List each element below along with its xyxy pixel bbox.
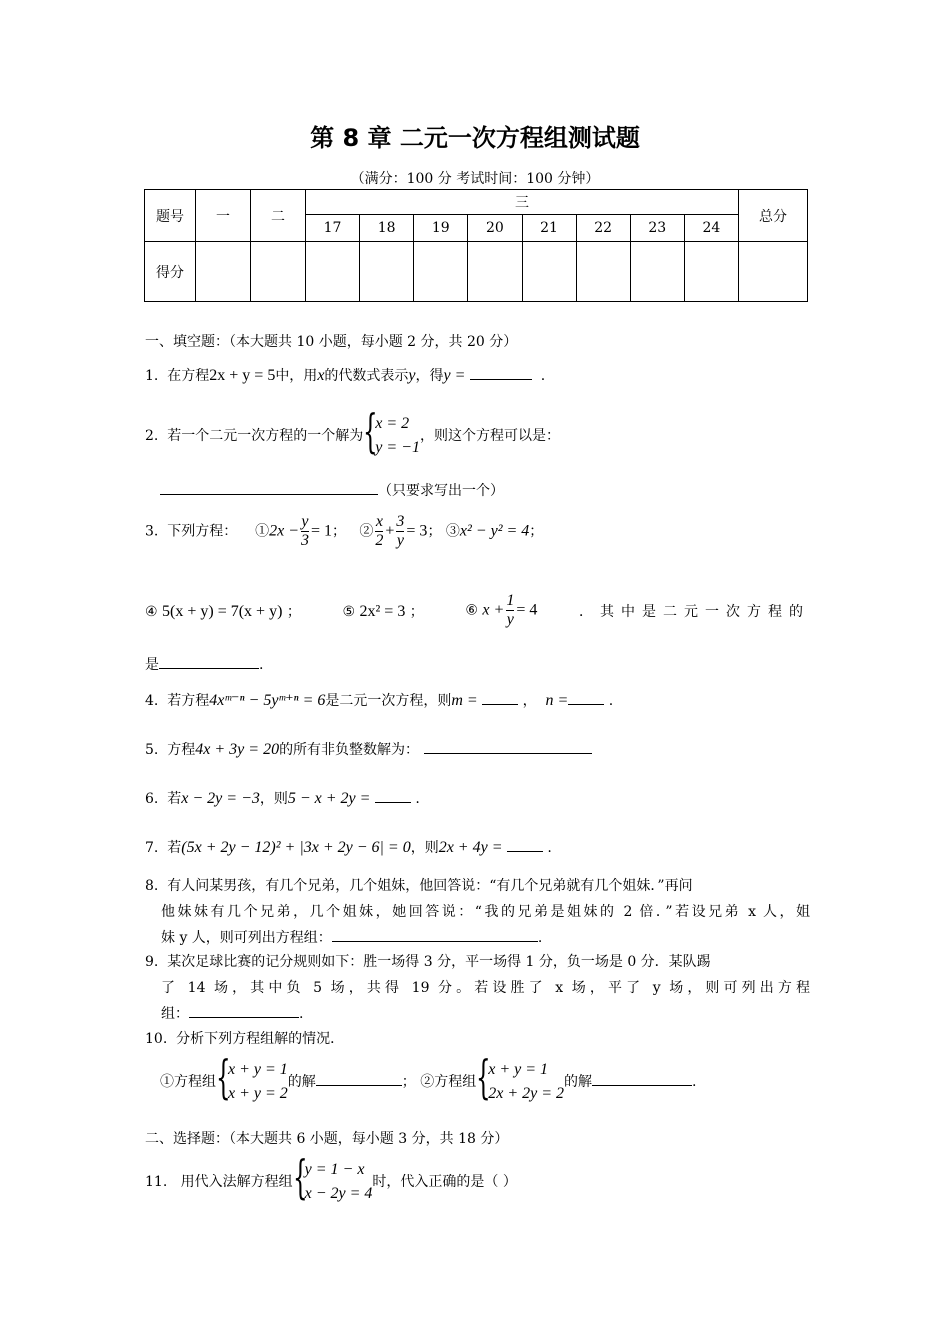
question-9: 9. 某次足球比赛的记分规则如下：胜一场得 3 分，平一场得 1 分，负一场是 0 分．某队踢 了 14 场，其中负 5 场，共得 19 分。若设胜了 x 场，平了 y 场，则可列出方程 组： . — [145, 954, 810, 1022]
answer-blank[interactable] — [592, 1085, 692, 1086]
header-q22: 22 — [576, 215, 630, 242]
question-3-answer: 是 . — [145, 657, 264, 673]
score-cell[interactable] — [306, 242, 360, 302]
score-table — [144, 189, 808, 302]
header-section-1: 一 — [196, 190, 251, 242]
header-q23: 23 — [630, 215, 684, 242]
header-q17: 17 — [306, 215, 360, 242]
fraction: $\frac{y}{3}$ — [300, 513, 309, 549]
header-q24: 24 — [684, 215, 738, 242]
score-cell[interactable] — [684, 242, 738, 302]
question-3: 3. 下列方程： ①2x − $\frac{y}{3}$ = 1； ② $\frac{x}{2}$ + $\frac{3}{y}$ = 3； ③x² − y² = 4； — [145, 513, 544, 549]
question-4: 4. 若方程4xᵐ⁻ⁿ − 5yᵐ⁺ⁿ = 6是二元一次方程，则m = ， n = . — [145, 692, 614, 709]
score-cell[interactable] — [739, 242, 808, 302]
answer-blank[interactable] — [189, 1017, 299, 1018]
header-q19: 19 — [414, 215, 468, 242]
score-cell[interactable] — [468, 242, 522, 302]
header-question-number: 题号 — [145, 190, 196, 242]
answer-blank[interactable] — [568, 704, 604, 705]
equation-system: { x + y = 1 x + y = 2 — [216, 1050, 288, 1104]
section-heading-fill-in: 一、填空题：（本大题共 10 小题，每小题 2 分，共 20 分） — [145, 334, 518, 350]
page-title: 第 8 章 二元一次方程组测试题 — [310, 124, 640, 152]
header-section-2: 二 — [251, 190, 306, 242]
equation-system: { x + y = 1 2x + 2y = 2 — [476, 1050, 565, 1104]
answer-blank[interactable] — [470, 379, 532, 380]
score-cell[interactable] — [360, 242, 414, 302]
header-q18: 18 — [360, 215, 414, 242]
header-section-3: 三 — [306, 190, 739, 215]
answer-blank[interactable] — [159, 668, 259, 669]
question-2-answer: （只要求写出一个） — [160, 480, 504, 500]
row-score-label: 得分 — [145, 242, 196, 302]
question-2: 2. 若一个二元一次方程的一个解为 { x = 2 y = −1 ，则这个方程可以是： — [145, 404, 560, 458]
answer-blank[interactable] — [160, 494, 378, 495]
section-heading-choice: 二、选择题：（本大题共 6 小题，每小题 3 分，共 18 分） — [145, 1131, 509, 1147]
header-q21: 21 — [522, 215, 576, 242]
question-10-parts: ①方程组 { x + y = 1 x + y = 2 的解 ； ②方程组 { x + y = 1 2x + 2y = 2 的解 . — [160, 1050, 697, 1104]
answer-blank[interactable] — [482, 704, 518, 705]
question-11: 11. 用代入法解方程组 { y = 1 − x x − 2y = 4 时，代入正确的是（ ） — [145, 1150, 517, 1204]
question-3-cont: ④ 5(x + y) = 7(x + y) ； ⑤ 2x² = 3 ； ⑥ x + $\frac{1}{y}$ = 4 ．其中是二元一次方程的 — [145, 592, 810, 628]
answer-blank[interactable] — [424, 753, 592, 754]
score-cell[interactable] — [576, 242, 630, 302]
equation-system: { y = 1 − x x − 2y = 4 — [292, 1150, 373, 1204]
score-cell[interactable] — [196, 242, 251, 302]
header-total: 总分 — [739, 190, 808, 242]
question-5: 5. 方程4x + 3y = 20的所有非负整数解为： — [145, 739, 592, 759]
score-cell[interactable] — [414, 242, 468, 302]
question-7: 7. 若(5x + 2y − 12)² + |3x + 2y − 6| = 0，则2x + 4y = . — [145, 839, 552, 856]
question-8: 8. 有人问某男孩，有几个兄弟，几个姐妹，他回答说：“有几个兄弟就有几个姐妹．”再问 他妹妹有几个兄弟，几个姐妹，她回答说：“我的兄弟是姐妹的 2 倍．”若设兄弟 x 人，姐 妹 y 人，则可列出方程组： . — [145, 878, 810, 946]
answer-blank[interactable] — [316, 1085, 402, 1086]
question-6: 6. 若x − 2y = −3，则5 − x + 2y = . — [145, 790, 420, 807]
question-1: 1. 在方程2x + y = 5中，用x的代数式表示y，得y = . — [145, 367, 546, 384]
answer-blank[interactable] — [332, 941, 538, 942]
question-10: 10. 分析下列方程组解的情况． — [145, 1031, 345, 1047]
score-cell[interactable] — [630, 242, 684, 302]
score-cell[interactable] — [522, 242, 576, 302]
answer-blank[interactable] — [375, 802, 411, 803]
header-q20: 20 — [468, 215, 522, 242]
equation-system: { x = 2 y = −1 — [363, 404, 420, 458]
exam-info: （满分：100 分 考试时间：100 分钟） — [350, 171, 600, 187]
answer-blank[interactable] — [507, 851, 543, 852]
score-cell[interactable] — [251, 242, 306, 302]
